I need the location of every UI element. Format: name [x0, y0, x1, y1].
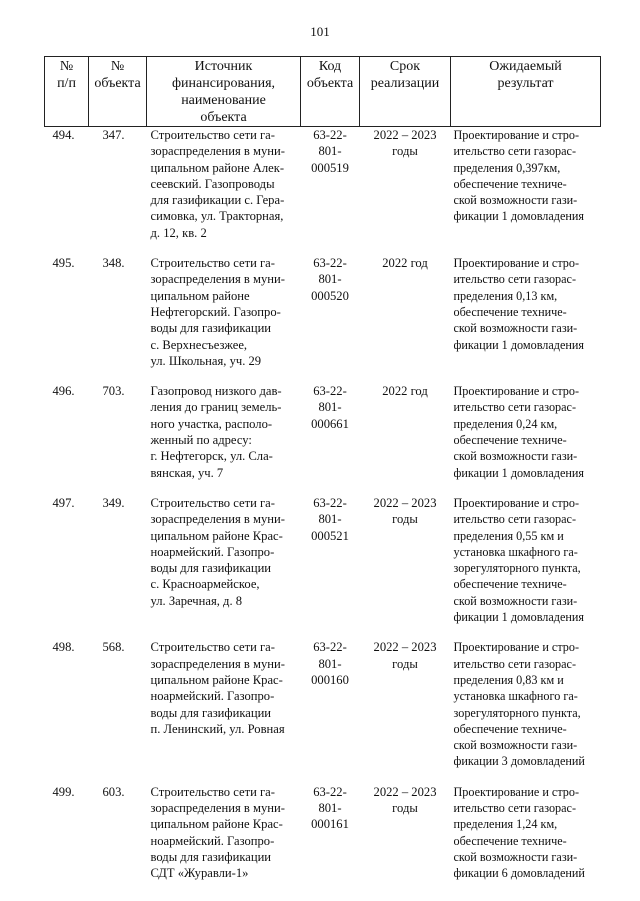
page-number: 101: [310, 24, 330, 39]
table-row: [45, 495, 601, 639]
result-text: Проектирование и стро- ительство сети газорас- пределения 0,13 км, обеспечение техниче- ской возможности гази- фикации 1 домовладения: [453, 256, 585, 352]
header-code: Код объекта: [301, 57, 360, 127]
table-row: [45, 639, 601, 783]
term-text: 2022 год: [382, 256, 428, 271]
row-number: 496.: [52, 384, 75, 399]
source-text: Строительство сети га- зораспределения в муни- ципальном районе Крас- ноармейский. Газопро- воды для газификации с. Красноармейское, ул. Заречная, д. 8: [150, 495, 285, 608]
row-number: 498.: [52, 640, 75, 655]
result-text: Проектирование и стро- ительство сети газорас- пределения 1,24 км, обеспечение техниче- ской возможности гази- фикации 6 домовладений: [453, 784, 585, 881]
term-text: 2022 год: [382, 384, 428, 399]
object-code: 63-22- 801- 000519: [311, 128, 349, 175]
table-body: [45, 127, 601, 896]
object-number: 349.: [102, 495, 125, 510]
source-text: Строительство сети га- зораспределения в муни- ципальном районе Крас- ноармейский. Газопро- воды для газификации СДТ «Журавли-1»: [150, 784, 285, 881]
source-text: Строительство сети га- зораспределения в муни- ципальном районе Крас- ноармейский. Газопро- воды для газификации п. Ленинский, ул. Ровная: [150, 640, 285, 736]
term-text: 2022 – 2023 годы: [373, 495, 437, 527]
row-number: 495.: [52, 256, 75, 271]
row-number: 494.: [52, 128, 75, 142]
object-code: 63-22- 801- 000160: [311, 640, 349, 687]
result-text: Проектирование и стро- ительство сети газорас- пределения 0,83 км и установка шкафного га- зорегуляторного пункта, обеспечение техниче- ской возможности гази- фикации 3 домовладений: [453, 640, 585, 769]
term-text: 2022 – 2023 годы: [373, 784, 437, 815]
header-source: Источник финансирования, наименование объекта: [147, 57, 301, 127]
object-code: 63-22- 801- 000661: [311, 384, 349, 431]
term-text: 2022 – 2023 годы: [373, 640, 437, 671]
table-row: [45, 127, 601, 256]
objects-table: [44, 56, 601, 895]
object-number: 568.: [102, 640, 125, 655]
table-row: [45, 255, 601, 383]
object-number: 347.: [102, 128, 125, 142]
source-text: Строительство сети га- зораспределения в муни- ципальном районе Нефтегорский. Газопро- воды для газификации с. Верхнесъезжее, ул. Школьная, уч. 29: [150, 256, 285, 368]
header-result: Ожидаемый результат: [451, 57, 601, 127]
object-number: 603.: [102, 784, 125, 799]
row-number: 499.: [52, 784, 75, 799]
row-number: 497.: [52, 495, 75, 510]
table-header: [45, 57, 601, 127]
header-object-number: № объекта: [89, 57, 147, 127]
source-text: Газопровод низкого дав- ления до границ земель- ного участка, располо- женный по адресу: г. Нефтегорск, ул. Сла- вянская, уч. 7: [150, 384, 282, 480]
table-row: [45, 784, 601, 896]
object-number: 348.: [102, 256, 125, 271]
header-row-number: № п/п: [45, 57, 89, 127]
object-code: 63-22- 801- 000520: [311, 256, 349, 303]
term-text: 2022 – 2023 годы: [373, 128, 437, 159]
result-text: Проектирование и стро- ительство сети газорас- пределения 0,55 км и установка шкафного га- зорегуляторного пункта, обеспечение техниче- ской возможности гази- фикации 1 домовладения: [453, 495, 585, 625]
result-text: Проектирование и стро- ительство сети газорас- пределения 0,397км, обеспечение техниче- ской возможности гази- фикации 1 домовладения: [453, 128, 585, 224]
header-term: Срок реализации: [360, 57, 451, 127]
object-number: 703.: [102, 384, 125, 399]
table-row: [45, 383, 601, 495]
source-text: Строительство сети га- зораспределения в муни- ципальном районе Алек- сеевский. Газопроводы для газификации с. Гера- симовка, ул. Тракторная, д. 12, кв. 2: [150, 128, 285, 240]
object-code: 63-22- 801- 000521: [311, 495, 349, 543]
object-code: 63-22- 801- 000161: [311, 784, 349, 832]
result-text: Проектирование и стро- ительство сети газорас- пределения 0,24 км, обеспечение техниче- ской возможности гази- фикации 1 домовладения: [453, 384, 585, 480]
